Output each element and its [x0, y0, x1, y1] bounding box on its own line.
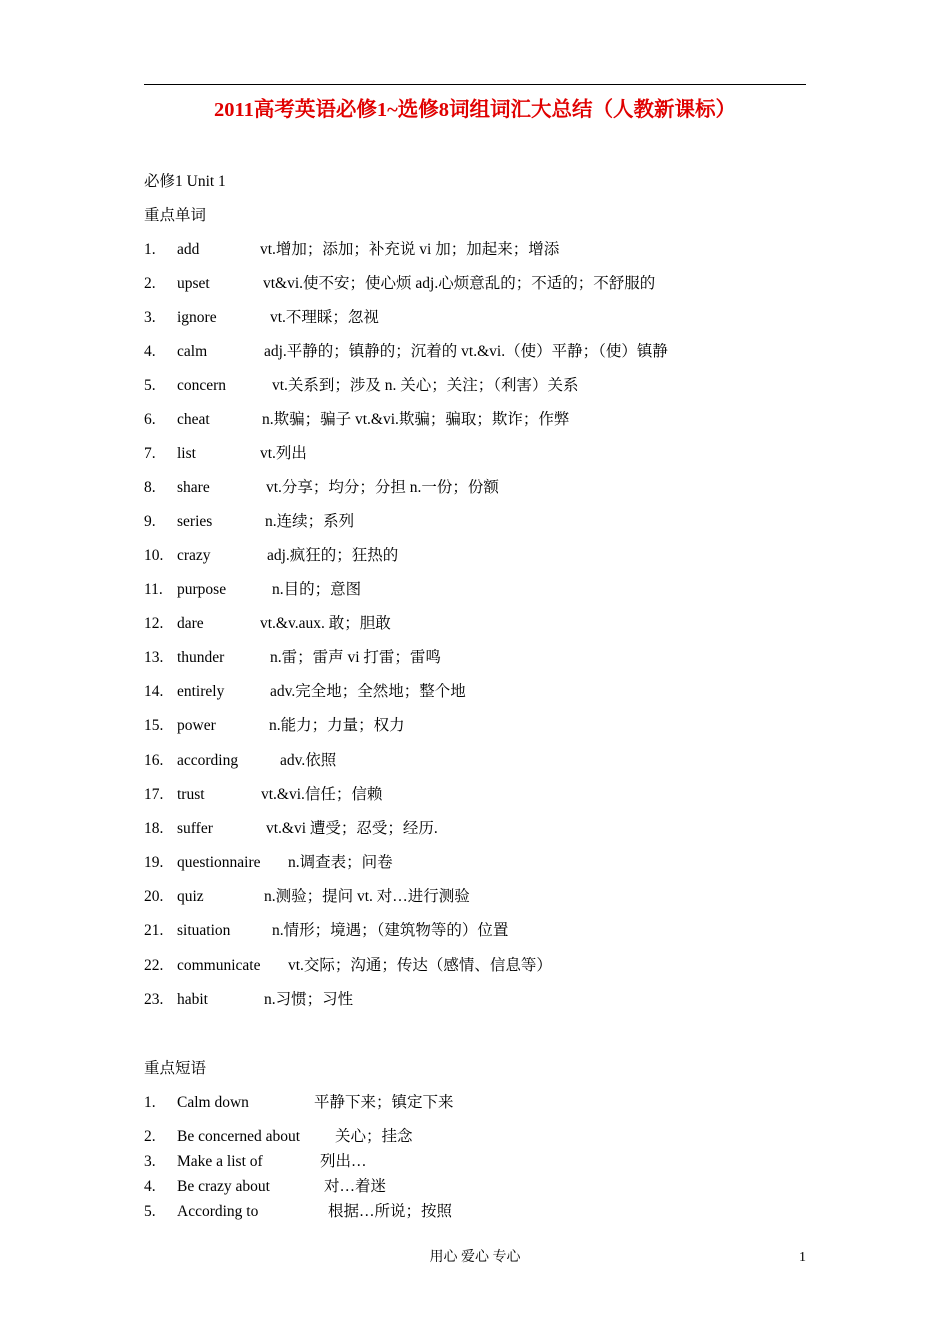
item-word: cheat [177, 411, 210, 428]
item-meaning: vt.增加；添加；补充说 vi 加；加起来；增添 [260, 241, 560, 258]
item-meaning: vt.分享；均分；分担 n.一份；份额 [266, 479, 499, 496]
item-number: 6. [144, 411, 156, 428]
item-number: 1. [144, 241, 156, 258]
item-number: 23. [144, 991, 164, 1008]
item-meaning: 平静下来；镇定下来 [314, 1094, 454, 1111]
item-word: concern [177, 377, 227, 394]
item-meaning: 根据…所说；按照 [328, 1203, 453, 1220]
item-word: quiz [177, 888, 204, 905]
item-word: crazy [177, 547, 211, 564]
item-meaning: vt.列出 [260, 445, 307, 462]
item-word: share [177, 479, 210, 496]
item-word: communicate [177, 957, 261, 974]
item-number: 13. [144, 649, 164, 666]
item-word: ignore [177, 309, 217, 326]
item-word: according [177, 752, 239, 769]
item-number: 2. [144, 1128, 156, 1145]
item-phrase: Be concerned about [177, 1128, 301, 1145]
item-word: add [177, 241, 200, 258]
item-meaning: n.能力；力量；权力 [269, 717, 405, 734]
item-number: 16. [144, 752, 164, 769]
item-phrase: Be crazy about [177, 1178, 270, 1195]
item-meaning: adj.平静的；镇静的；沉着的 vt.&vi.（使）平静；（使）镇静 [264, 343, 668, 360]
item-number: 17. [144, 786, 164, 803]
page-number: 1 [799, 1250, 806, 1265]
item-meaning: vt.关系到；涉及 n. 关心；关注；（利害）关系 [272, 377, 579, 394]
item-word: list [177, 445, 196, 462]
page-footer [144, 1248, 806, 1268]
item-meaning: n.雷；雷声 vi 打雷；雷鸣 [270, 649, 441, 666]
item-meaning: n.目的；意图 [272, 581, 362, 598]
item-number: 3. [144, 1153, 156, 1170]
item-number: 21. [144, 922, 164, 939]
item-meaning: n.情形；境遇；（建筑物等的）位置 [272, 922, 509, 939]
item-number: 22. [144, 957, 164, 974]
unit-heading: 必修1 Unit 1 [144, 173, 226, 190]
item-phrase: Make a list of [177, 1153, 263, 1170]
item-word: entirely [177, 683, 225, 700]
item-meaning: adj.疯狂的；狂热的 [267, 547, 399, 564]
item-word: habit [177, 991, 208, 1008]
item-meaning: n.习惯；习性 [264, 991, 354, 1008]
item-number: 9. [144, 513, 156, 530]
item-meaning: 关心；挂念 [335, 1128, 413, 1145]
header-rule [144, 84, 806, 85]
item-meaning: adv.依照 [280, 752, 337, 769]
item-meaning: vt&vi.使不安；使心烦 adj.心烦意乱的；不适的；不舒服的 [263, 275, 656, 292]
item-meaning: 对…着迷 [324, 1178, 387, 1195]
item-word: questionnaire [177, 854, 261, 871]
item-number: 15. [144, 717, 164, 734]
item-number: 20. [144, 888, 164, 905]
item-meaning: vt.&v.aux. 敢；胆敢 [260, 615, 391, 632]
item-meaning: adv.完全地；全然地；整个地 [270, 683, 466, 700]
item-number: 11. [144, 581, 163, 598]
item-word: situation [177, 922, 231, 939]
item-number: 14. [144, 683, 164, 700]
item-meaning: vt.不理睬；忽视 [270, 309, 379, 326]
item-number: 18. [144, 820, 164, 837]
item-number: 5. [144, 1203, 156, 1220]
item-number: 19. [144, 854, 164, 871]
item-number: 3. [144, 309, 156, 326]
item-number: 8. [144, 479, 156, 496]
item-word: trust [177, 786, 205, 803]
item-word: upset [177, 275, 210, 292]
item-word: dare [177, 615, 204, 632]
item-number: 10. [144, 547, 164, 564]
footer-motto: 用心 爱心 专心 [429, 1250, 521, 1265]
item-meaning: vt.&vi.信任；信赖 [261, 786, 383, 803]
item-number: 2. [144, 275, 156, 292]
item-meaning: vt.&vi 遭受；忍受；经历. [266, 820, 438, 837]
item-number: 5. [144, 377, 156, 394]
item-meaning: n.调查表；问卷 [288, 854, 393, 871]
item-number: 1. [144, 1094, 156, 1111]
item-meaning: n.测验；提问 vt. 对…进行测验 [264, 888, 470, 905]
item-number: 4. [144, 1178, 156, 1195]
item-phrase: Calm down [177, 1094, 249, 1111]
item-number: 4. [144, 343, 156, 360]
document-title: 2011高考英语必修1~选修8词组词汇大总结（人教新课标） [213, 99, 737, 121]
item-meaning: n.连续；系列 [265, 513, 355, 530]
item-number: 7. [144, 445, 156, 462]
item-word: purpose [177, 581, 227, 598]
item-word: thunder [177, 649, 225, 666]
phrase-heading: 重点短语 [144, 1060, 207, 1077]
item-word: suffer [177, 820, 213, 837]
vocab-heading: 重点单词 [144, 207, 207, 224]
item-phrase: According to [177, 1203, 259, 1220]
item-word: calm [177, 343, 208, 360]
item-word: series [177, 513, 213, 530]
item-meaning: n.欺骗；骗子 vt.&vi.欺骗；骗取；欺诈；作弊 [262, 411, 570, 428]
item-meaning: 列出… [320, 1153, 367, 1170]
item-meaning: vt.交际；沟通；传达（感情、信息等） [288, 957, 552, 974]
item-word: power [177, 717, 216, 734]
item-number: 12. [144, 615, 164, 632]
